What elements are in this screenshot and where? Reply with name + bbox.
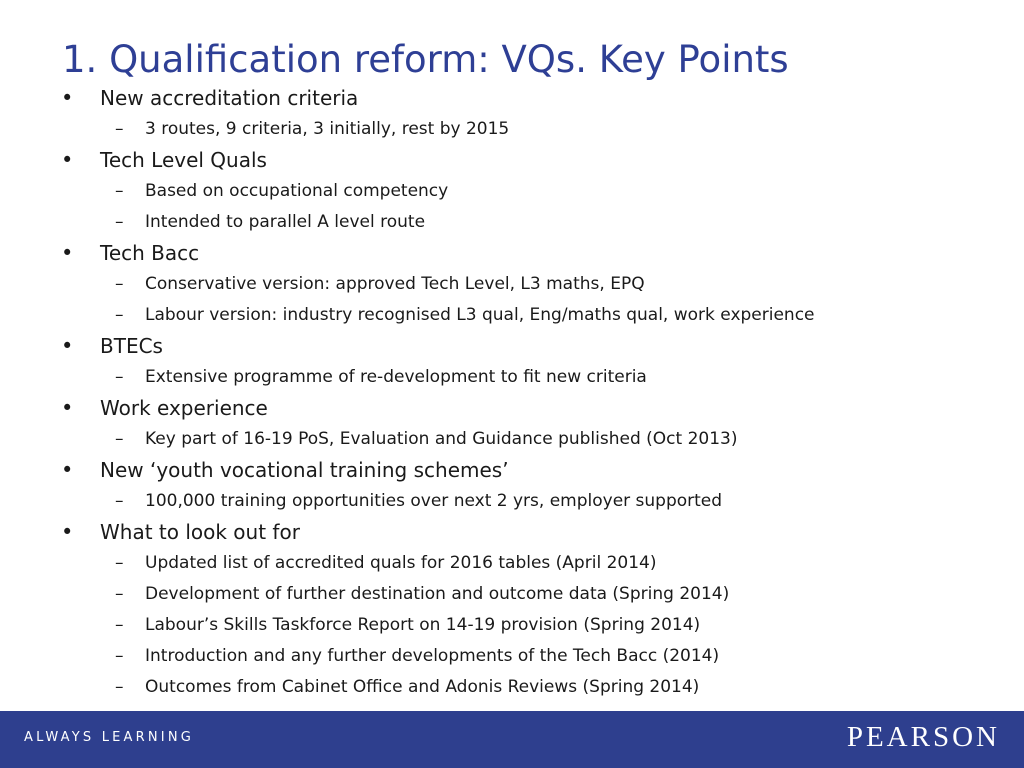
sub-bullet-item (0, 609, 1024, 640)
dash-marker: – (115, 212, 124, 232)
sub-bullet-text: Updated list of accredited quals for 2016 tables (April 2014) (145, 553, 657, 573)
bullet-text: New accreditation criteria (100, 86, 359, 110)
bullet-point: • (61, 148, 74, 172)
sub-bullet-text: Based on occupational competency (145, 181, 449, 201)
bullet-item (0, 330, 1024, 361)
bullet-text: What to look out for (100, 520, 300, 544)
sub-bullet-text: Labour’s Skills Taskforce Report on 14-19 provision (Spring 2014) (145, 615, 701, 635)
footer-bar (0, 711, 1024, 768)
sub-bullet-text: Conservative version: approved Tech Level, L3 maths, EPQ (145, 274, 645, 294)
sub-bullet-item (0, 671, 1024, 702)
slide-title: 1. Qualification reform: VQs. Key Points (62, 38, 789, 81)
sub-bullet-text: Extensive programme of re-development to fit new criteria (145, 367, 647, 387)
bullet-item (0, 392, 1024, 423)
footer-tagline: ALWAYS LEARNING (24, 730, 195, 745)
sub-bullet-item (0, 299, 1024, 330)
sub-bullet-item (0, 485, 1024, 516)
sub-bullet-text: 100,000 training opportunities over next 2 yrs, employer supported (145, 491, 723, 511)
bullet-text: Tech Bacc (100, 241, 200, 265)
bullet-text: Work experience (100, 396, 268, 420)
dash-marker: – (115, 584, 124, 604)
sub-bullet-text: Outcomes from Cabinet Office and Adonis Reviews (Spring 2014) (145, 677, 700, 697)
sub-bullet-item (0, 268, 1024, 299)
bullet-item (0, 516, 1024, 547)
bullet-point: • (61, 520, 74, 544)
dash-marker: – (115, 646, 124, 666)
sub-bullet-item (0, 175, 1024, 206)
dash-marker: – (115, 274, 124, 294)
sub-bullet-text: Labour version: industry recognised L3 qual, Eng/maths qual, work experience (145, 305, 815, 325)
sub-bullet-item (0, 206, 1024, 237)
bullet-point: • (61, 458, 74, 482)
dash-marker: – (115, 491, 124, 511)
sub-bullet-text: Key part of 16-19 PoS, Evaluation and Guidance published (Oct 2013) (145, 429, 738, 449)
bullet-point: • (61, 86, 74, 110)
sub-bullet-item (0, 361, 1024, 392)
bullet-item (0, 454, 1024, 485)
bullet-point: • (61, 334, 74, 358)
dash-marker: – (115, 429, 124, 449)
bullet-item (0, 144, 1024, 175)
dash-marker: – (115, 305, 124, 325)
sub-bullet-item (0, 578, 1024, 609)
bullet-point: • (61, 241, 74, 265)
bullet-text: BTECs (100, 334, 163, 358)
sub-bullet-text: Intended to parallel A level route (145, 212, 426, 232)
pearson-logo: PEARSON (846, 721, 1000, 753)
dash-marker: – (115, 615, 124, 635)
sub-bullet-item (0, 640, 1024, 671)
sub-bullet-item (0, 547, 1024, 578)
sub-bullet-item (0, 423, 1024, 454)
dash-marker: – (115, 553, 124, 573)
sub-bullet-text: Development of further destination and outcome data (Spring 2014) (145, 584, 730, 604)
dash-marker: – (115, 119, 124, 139)
bullet-text: Tech Level Quals (100, 148, 267, 172)
bullet-list (0, 82, 1024, 702)
bullet-item (0, 237, 1024, 268)
bullet-point: • (61, 396, 74, 420)
sub-bullet-text: Introduction and any further developments of the Tech Bacc (2014) (145, 646, 720, 666)
dash-marker: – (115, 367, 124, 387)
sub-bullet-text: 3 routes, 9 criteria, 3 initially, rest by 2015 (145, 119, 510, 139)
bullet-item (0, 82, 1024, 113)
sub-bullet-item (0, 113, 1024, 144)
bullet-text: New ‘youth vocational training schemes’ (100, 458, 509, 482)
dash-marker: – (115, 677, 124, 697)
dash-marker: – (115, 181, 124, 201)
